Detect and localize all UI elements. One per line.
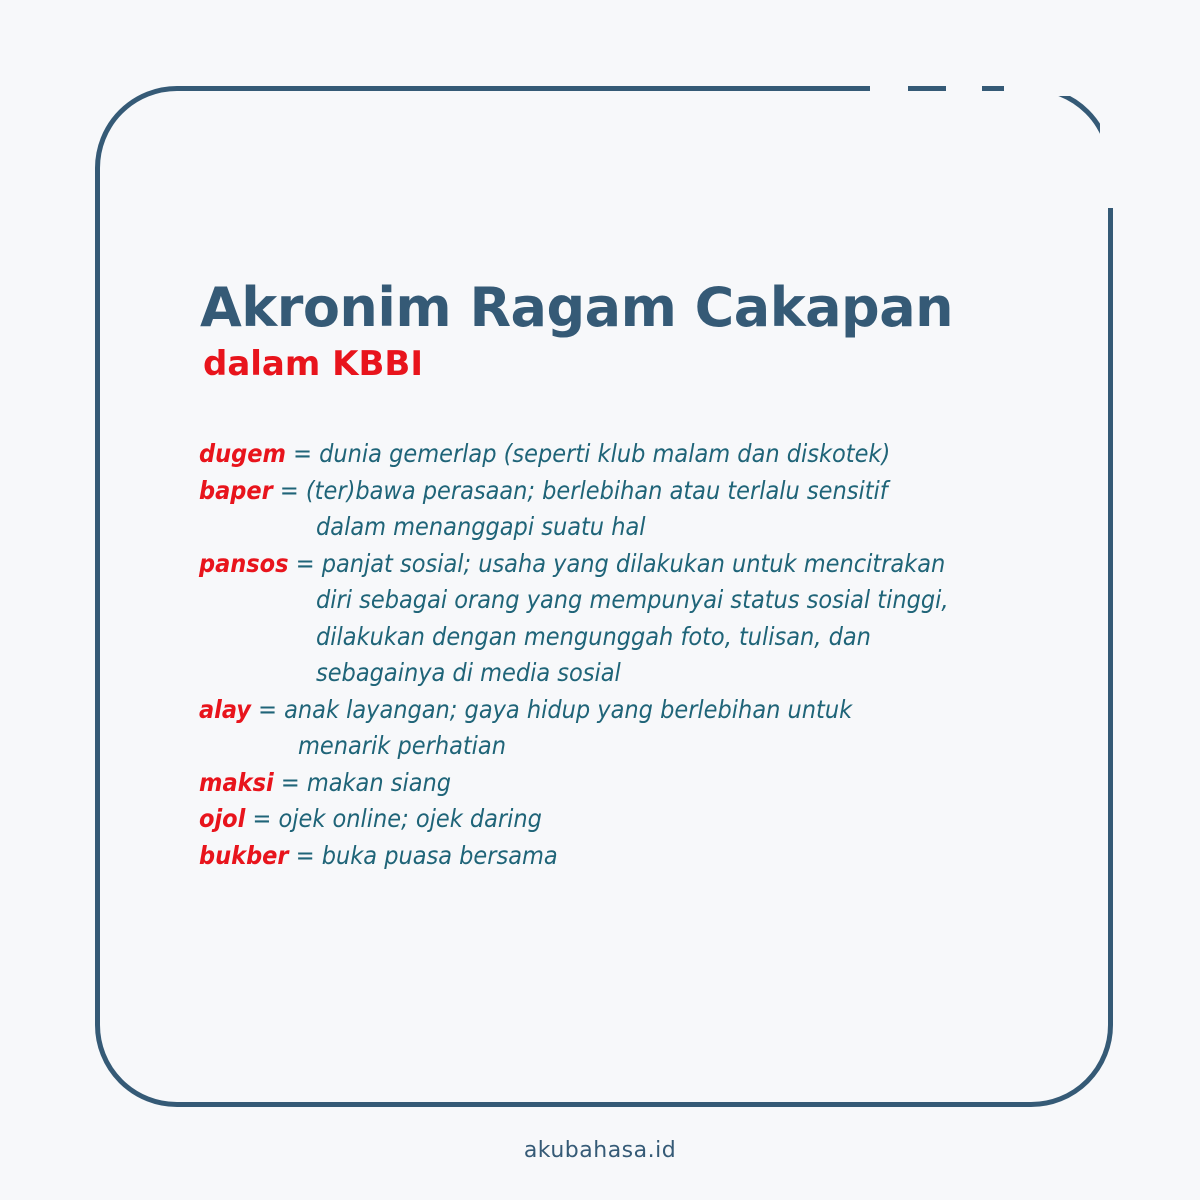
equals-sign: = [293, 439, 312, 468]
equals-sign: = [252, 804, 272, 833]
equals-sign: = [280, 767, 300, 797]
frame-gap-top [870, 74, 1120, 96]
frame-dash [982, 86, 1004, 91]
acronym-definition-continued: dalam menanggapi suatu hal [316, 512, 646, 541]
equals-sign: = [258, 694, 277, 724]
frame-gap-right [1100, 80, 1122, 210]
acronym-entry-maksi [199, 765, 1079, 802]
acronym-definition: buka puasa bersama [321, 840, 558, 870]
frame-dash [908, 86, 946, 91]
entry-line [199, 838, 1079, 875]
acronym-definition-continued: sebagainya di media sosial [316, 658, 621, 687]
acronym-definition: anak layangan; gaya hidup yang berlebihan untuk [284, 694, 853, 724]
acronym-definition: ojek online; ojek daring [278, 804, 542, 833]
equals-sign: = [279, 475, 299, 505]
page-subtitle: dalam KBBI [203, 344, 423, 384]
acronym-term: pansos [199, 548, 289, 578]
brand-footer: akubahasa.id [523, 1138, 677, 1163]
entry-line [199, 436, 1079, 473]
entry-line [199, 546, 1079, 583]
acronym-entry-dugem [199, 436, 1079, 473]
acronym-definition: makan siang [306, 767, 452, 797]
acronym-entry-bukber [199, 838, 1079, 875]
acronym-definition-continued: diri sebagai orang yang mempunyai status sosial tinggi, [316, 585, 949, 614]
acronym-definition-continued: menarik perhatian [298, 731, 506, 760]
entry-line [199, 692, 1079, 729]
frame-bar-right [1108, 208, 1113, 268]
acronym-definition: dunia gemerlap (seperti klub malam dan diskotek) [319, 439, 891, 468]
acronym-entry-ojol [199, 801, 1079, 838]
acronym-entry-baper [199, 473, 1079, 546]
acronym-definition: (ter)bawa perasaan; berlebihan atau terlalu sensitif [305, 475, 888, 505]
acronym-definition: panjat sosial; usaha yang dilakukan untuk mencitrakan [321, 548, 946, 578]
acronym-term: maksi [199, 767, 274, 797]
acronym-term: dugem [199, 439, 286, 468]
acronym-entry-pansos [199, 546, 1079, 692]
acronym-term: bukber [199, 840, 289, 870]
entry-line [199, 765, 1079, 802]
acronym-definition-continued: dilakukan dengan mengunggah foto, tulisan, dan [316, 621, 871, 651]
page-title: Akronim Ragam Cakapan [200, 276, 954, 339]
entry-line [199, 801, 1079, 838]
acronym-list [199, 436, 1079, 874]
acronym-term: alay [199, 694, 251, 724]
equals-sign: = [295, 548, 315, 578]
entry-line [199, 473, 1079, 510]
acronym-term: baper [199, 475, 273, 505]
acronym-term: ojol [199, 804, 246, 833]
equals-sign: = [295, 840, 315, 870]
acronym-entry-alay [199, 692, 1079, 765]
